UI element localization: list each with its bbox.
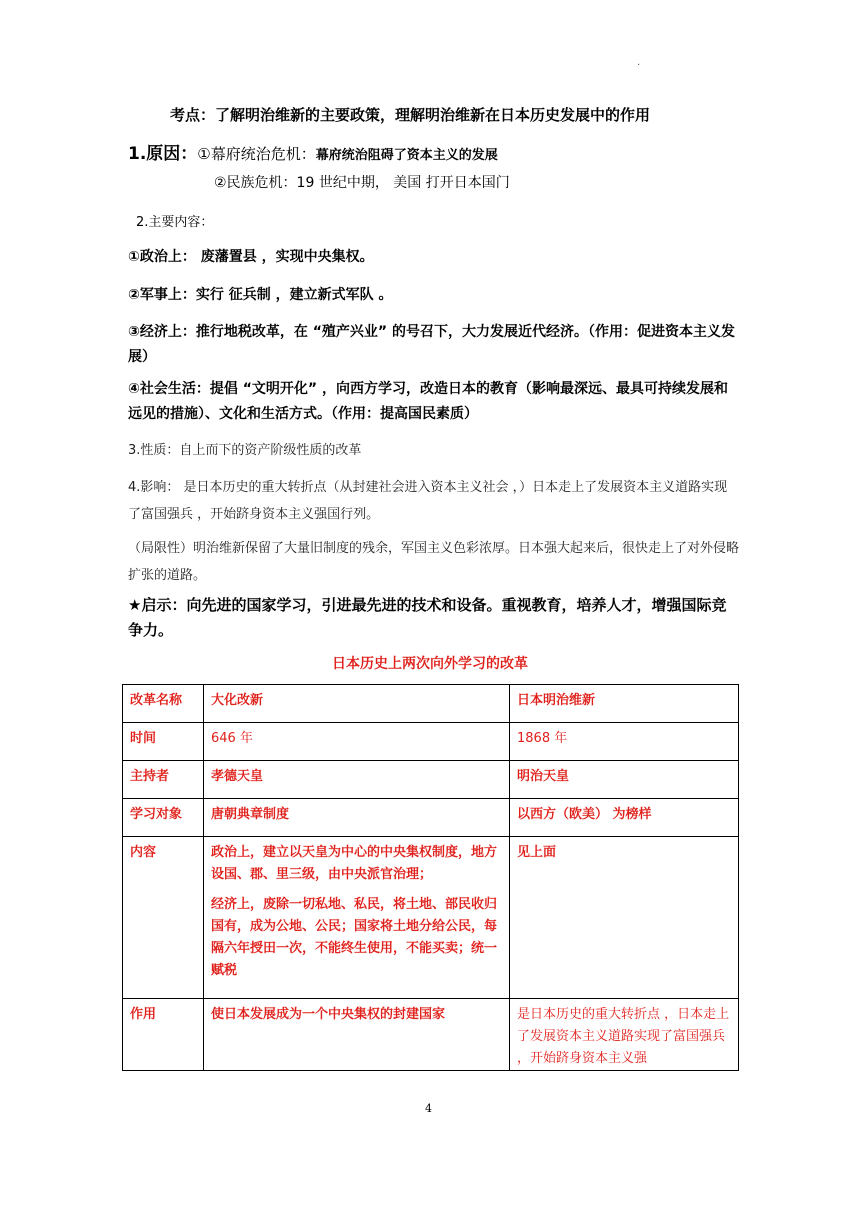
table-row: [123, 761, 739, 799]
exam-point: 考点：了解明治维新的主要政策，理解明治维新在日本历史发展中的作用: [170, 106, 651, 124]
main-content-title: 2.主要内容：: [136, 215, 214, 230]
table-cell: 1868 年: [510, 723, 739, 761]
effect-meiji-text: 是日本历史的重大转折点 ，日本走上了发展资本主义道路实现了富国强兵 ，开始跻身资本主义强: [517, 1007, 730, 1066]
table-row: [123, 799, 739, 837]
table-cell: 大化改新: [204, 685, 510, 723]
row-label: 学习对象: [123, 799, 204, 837]
table-cell: [204, 837, 510, 999]
military-measure: ②军事上：实行 征兵制 ，建立新式军队 。: [128, 287, 393, 303]
table-row: [123, 837, 739, 999]
table-cell: 见上面: [510, 837, 739, 999]
impact-paragraph: 4.影响： 是日本历史的重大转折点（从封建社会进入资本主义社会 ，）日本走上了发展资本主义道路实现了富国强兵 ，开始跻身资本主义强国行列。: [128, 480, 728, 522]
table-cell: 以西方（欧美） 为榜样: [510, 799, 739, 837]
row-label: 内容: [123, 837, 204, 999]
table-cell: 唐朝典章制度: [204, 799, 510, 837]
social-measure: ④社会生活：提倡 “文明开化” ，向西方学习，改造日本的教育（影响最深远、最具可持续发展和远见的措施）、文化和生活方式。（作用：提高国民素质）: [128, 381, 729, 422]
table-title: 日本历史上两次向外学习的改革: [332, 656, 528, 672]
nature-line: 3.性质：自上而下的资产阶级性质的改革: [128, 443, 362, 458]
cause-item1-text: 幕府统治阻碍了资本主义的发展: [315, 148, 498, 163]
insight-paragraph: ★启示：向先进的国家学习，引进最先进的技术和设备。重视教育，培养人才，增强国际竞争力。: [128, 596, 727, 639]
row-label: 改革名称: [123, 685, 204, 723]
cause-line: [128, 139, 498, 164]
cause-item1-label: ①幕府统治危机：: [197, 145, 316, 163]
table-cell: [510, 999, 739, 1071]
political-measure: ①政治上： 废藩置县 ，实现中央集权。: [128, 249, 374, 265]
page-number: 4: [425, 1102, 432, 1115]
cause-heading: 1.原因：: [128, 144, 198, 164]
header-mark: ·: [637, 60, 641, 71]
content-economic: 经济上，废除一切私地、私民，将土地、部民收归国有，成为公地、公民；国家将土地分给公民，每隔六年授田一次，不能终生使用，不能买卖；统一赋税: [211, 897, 498, 978]
row-label: 时间: [123, 723, 204, 761]
table-cell: 646 年: [204, 723, 510, 761]
table-row: [123, 723, 739, 761]
row-label: 主持者: [123, 761, 204, 799]
content-political: 政治上，建立以天皇为中心的中央集权制度，地方设国、郡、里三级，由中央派官治理；: [211, 845, 498, 882]
limitation-paragraph: （局限性）明治维新保留了大量旧制度的残余，军国主义色彩浓厚。日本强大起来后，很快走上了对外侵略扩张的道路。: [128, 541, 740, 583]
row-label: 作用: [123, 999, 204, 1071]
table-row: [123, 685, 739, 723]
table-cell: 使日本发展成为一个中央集权的封建国家: [204, 999, 510, 1071]
comparison-table: [122, 684, 739, 1071]
table-row: [123, 999, 739, 1071]
table-cell: 孝德天皇: [204, 761, 510, 799]
economic-measure: ③经济上：推行地税改革，在 “殖产兴业” 的号召下，大力发展近代经济。（作用：促进资本主义发展）: [128, 324, 736, 365]
table-cell: 日本明治维新: [510, 685, 739, 723]
cause-item2: ②民族危机：19 世纪中期， 美国 打开日本国门: [214, 175, 510, 191]
table-cell: 明治天皇: [510, 761, 739, 799]
